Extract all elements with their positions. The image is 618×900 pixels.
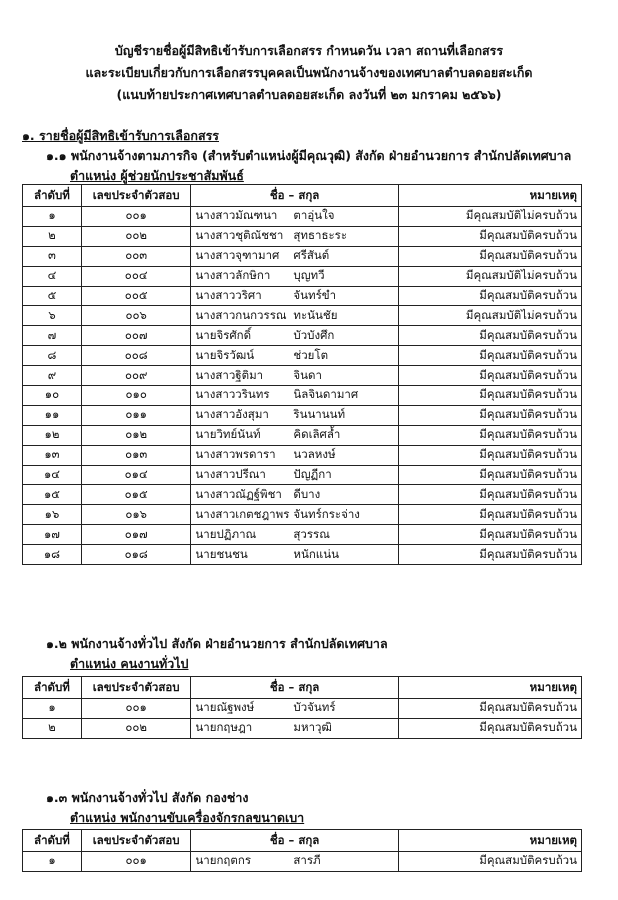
- exam-number-cell: ๐๐๑: [81, 852, 190, 872]
- remark-cell: มีคุณสมบัติไม่ครบถ้วน: [398, 266, 581, 286]
- order-cell: ๑๘: [23, 545, 82, 565]
- column-header-remark: หมายเหตุ: [398, 830, 581, 852]
- first-name: นางสาวชุติณัชชา: [195, 228, 284, 243]
- name-cell: [191, 699, 398, 719]
- last-name: จินดา: [293, 367, 322, 382]
- exam-number-cell: ๐๐๕: [81, 286, 190, 306]
- group-1-heading: ๑.๑ พนักงานจ้างตามภารกิจ (สำหรับตำแหน่งผู้มีคุณวุฒิ) สังกัด ฝ่ายอำนวยการ สำนักปลัดเทศบาล: [46, 148, 572, 163]
- exam-number-cell: ๐๑๓: [81, 445, 190, 465]
- order-cell: ๑๕: [23, 485, 82, 505]
- last-name: สารภี: [293, 853, 321, 868]
- order-cell: ๗: [23, 326, 82, 346]
- exam-number-cell: ๐๐๒: [81, 718, 190, 738]
- header-line-3: (แนบท้ายประกาศเทศบาลตำบลดอยสะเก็ด ลงวันที่ ๒๓ มกราคม ๒๕๖๖): [116, 87, 502, 102]
- last-name: สุทธาธะระ: [293, 228, 348, 243]
- remark-cell: มีคุณสมบัติครบถ้วน: [398, 366, 581, 386]
- exam-number-cell: ๐๑๗: [81, 525, 190, 545]
- table-row: [23, 366, 582, 386]
- name-cell: [191, 286, 398, 306]
- remark-cell: มีคุณสมบัติครบถ้วน: [398, 326, 581, 346]
- remark-cell: มีคุณสมบัติครบถ้วน: [398, 485, 581, 505]
- last-name: ช่วยโต: [293, 347, 329, 362]
- exam-number-cell: ๐๑๔: [81, 465, 190, 485]
- name-cell: [191, 425, 398, 445]
- last-name: บัวบังศึก: [293, 327, 335, 342]
- table-row: [23, 405, 582, 425]
- first-name: นางสาววรินทร: [195, 387, 270, 402]
- column-header-name: ชื่อ – สกุล: [191, 185, 398, 207]
- order-cell: ๑๗: [23, 525, 82, 545]
- first-name: นางสาวกนกวรรณ: [195, 307, 287, 322]
- exam-number-cell: ๐๑๕: [81, 485, 190, 505]
- last-name: ศรีสันต์: [293, 248, 330, 263]
- remark-cell: มีคุณสมบัติครบถ้วน: [398, 465, 581, 485]
- order-cell: ๑: [23, 852, 82, 872]
- order-cell: ๕: [23, 286, 82, 306]
- remark-cell: มีคุณสมบัติครบถ้วน: [398, 545, 581, 565]
- column-header-order: ลำดับที่: [23, 830, 82, 852]
- order-cell: ๓: [23, 246, 82, 266]
- name-cell: [191, 545, 398, 565]
- table-row: [23, 286, 582, 306]
- first-name: นายกฤตกร: [195, 853, 251, 868]
- name-cell: [191, 246, 398, 266]
- name-cell: [191, 525, 398, 545]
- header-line-2: และระเบียบเกี่ยวกับการเลือกสรรบุคคลเป็นพนักงานจ้างของเทศบาลตำบลดอยสะเก็ด: [85, 65, 533, 80]
- group-2-position: ตำแหน่ง คนงานทั่วไป: [70, 656, 189, 671]
- section-1-title: ๑. รายชื่อผู้มีสิทธิเข้ารับการเลือกสรร: [22, 128, 219, 143]
- column-header-order: ลำดับที่: [23, 185, 82, 207]
- remark-cell: มีคุณสมบัติครบถ้วน: [398, 505, 581, 525]
- remark-cell: มีคุณสมบัติครบถ้วน: [398, 425, 581, 445]
- name-cell: [191, 366, 398, 386]
- table-row: [23, 465, 582, 485]
- last-name: ทะนันชัย: [293, 307, 338, 322]
- exam-number-cell: ๐๐๑: [81, 207, 190, 227]
- name-cell: [191, 852, 398, 872]
- candidates-table-1: [22, 184, 582, 565]
- remark-cell: มีคุณสมบัติครบถ้วน: [398, 852, 581, 872]
- table-row: [23, 266, 582, 286]
- table-row: [23, 485, 582, 505]
- exam-number-cell: ๐๐๔: [81, 266, 190, 286]
- order-cell: ๑๖: [23, 505, 82, 525]
- column-header-remark: หมายเหตุ: [398, 677, 581, 699]
- exam-number-cell: ๐๑๒: [81, 425, 190, 445]
- table-row: [23, 386, 582, 406]
- candidates-table-3: [22, 829, 582, 872]
- first-name: นางสาวจุฑามาศ: [195, 248, 280, 263]
- name-cell: [191, 306, 398, 326]
- table-row: [23, 699, 582, 719]
- order-cell: ๑๔: [23, 465, 82, 485]
- name-cell: [191, 226, 398, 246]
- table-row: [23, 445, 582, 465]
- column-header-exam-no: เลขประจำตัวสอบ: [81, 677, 190, 699]
- last-name: จันทร์ขำ: [293, 288, 337, 302]
- document-header: [0, 40, 618, 106]
- exam-number-cell: ๐๑๖: [81, 505, 190, 525]
- column-header-exam-no: เลขประจำตัวสอบ: [81, 185, 190, 207]
- name-cell: [191, 445, 398, 465]
- last-name: รินนานนท์: [293, 407, 346, 422]
- exam-number-cell: ๐๐๒: [81, 226, 190, 246]
- remark-cell: มีคุณสมบัติครบถ้วน: [398, 718, 581, 738]
- remark-cell: มีคุณสมบัติครบถ้วน: [398, 525, 581, 545]
- first-name: นางสาวณัฏฐ์พิชา: [195, 486, 282, 501]
- remark-cell: มีคุณสมบัติครบถ้วน: [398, 286, 581, 306]
- table-row: [23, 207, 582, 227]
- exam-number-cell: ๐๐๖: [81, 306, 190, 326]
- name-cell: [191, 386, 398, 406]
- first-name: นางสาวมัณฑนา: [195, 208, 278, 223]
- table-row: [23, 425, 582, 445]
- table-row: [23, 346, 582, 366]
- remark-cell: มีคุณสมบัติไม่ครบถ้วน: [398, 207, 581, 227]
- order-cell: ๑๓: [23, 445, 82, 465]
- name-cell: [191, 266, 398, 286]
- group-2-heading: ๑.๒ พนักงานจ้างทั่วไป สังกัด ฝ่ายอำนวยการ สำนักปลัดเทศบาล: [46, 636, 388, 651]
- last-name: ปัญฏีกา: [293, 467, 332, 482]
- order-cell: ๑: [23, 207, 82, 227]
- first-name: นายวิทย์นันท์: [195, 427, 261, 442]
- order-cell: ๑๒: [23, 425, 82, 445]
- last-name: คิดเลิศล้ำ: [293, 427, 341, 442]
- table-row: [23, 326, 582, 346]
- last-name: สุวรรณ: [293, 526, 330, 541]
- order-cell: ๑๐: [23, 386, 82, 406]
- first-name: นายกฤษฎา: [195, 720, 253, 735]
- first-name: นางสาววริศา: [195, 288, 262, 302]
- first-name: นายจิรศักดิ์: [195, 327, 252, 342]
- last-name: บัวจันทร์: [293, 700, 336, 715]
- table-header-row: [23, 677, 582, 699]
- remark-cell: มีคุณสมบัติไม่ครบถ้วน: [398, 306, 581, 326]
- group-1-position: ตำแหน่ง ผู้ช่วยนักประชาสัมพันธ์: [70, 168, 244, 183]
- remark-cell: มีคุณสมบัติครบถ้วน: [398, 699, 581, 719]
- exam-number-cell: ๐๐๙: [81, 366, 190, 386]
- first-name: นายชนชน: [195, 546, 248, 561]
- last-name: ตาอุ่นใจ: [293, 208, 335, 223]
- table-header-row: [23, 185, 582, 207]
- name-cell: [191, 485, 398, 505]
- exam-number-cell: ๐๐๑: [81, 699, 190, 719]
- last-name: มหาวุฒิ: [293, 720, 332, 735]
- order-cell: ๑๑: [23, 405, 82, 425]
- table-row: [23, 505, 582, 525]
- order-cell: ๘: [23, 346, 82, 366]
- order-cell: ๒: [23, 226, 82, 246]
- name-cell: [191, 326, 398, 346]
- remark-cell: มีคุณสมบัติครบถ้วน: [398, 386, 581, 406]
- order-cell: ๑: [23, 699, 82, 719]
- name-cell: [191, 465, 398, 485]
- remark-cell: มีคุณสมบัติครบถ้วน: [398, 246, 581, 266]
- first-name: นางสาวอังสุมา: [195, 407, 269, 422]
- exam-number-cell: ๐๐๓: [81, 246, 190, 266]
- remark-cell: มีคุณสมบัติครบถ้วน: [398, 445, 581, 465]
- name-cell: [191, 505, 398, 525]
- table-row: [23, 246, 582, 266]
- table-row: [23, 545, 582, 565]
- name-cell: [191, 346, 398, 366]
- name-cell: [191, 207, 398, 227]
- name-cell: [191, 718, 398, 738]
- last-name: หนักแน่น: [293, 546, 339, 561]
- first-name: นางสาวเกตชฎาพร: [195, 506, 290, 521]
- remark-cell: มีคุณสมบัติครบถ้วน: [398, 226, 581, 246]
- first-name: นางสาวปรีณา: [195, 467, 266, 482]
- column-header-order: ลำดับที่: [23, 677, 82, 699]
- column-header-exam-no: เลขประจำตัวสอบ: [81, 830, 190, 852]
- table-row: [23, 306, 582, 326]
- last-name: นวลหงษ์: [293, 447, 336, 462]
- last-name: จันทร์กระจ่าง: [293, 506, 360, 521]
- name-cell: [191, 405, 398, 425]
- last-name: ดีบาง: [293, 486, 321, 501]
- column-header-name: ชื่อ – สกุล: [191, 830, 398, 852]
- last-name: บุญทวี: [293, 268, 325, 283]
- order-cell: ๔: [23, 266, 82, 286]
- order-cell: ๙: [23, 366, 82, 386]
- exam-number-cell: ๐๐๘: [81, 346, 190, 366]
- first-name: นายณัฐพงษ์: [195, 700, 255, 715]
- first-name: นายปฏิภาณ: [195, 526, 257, 541]
- header-line-1: บัญชีรายชื่อผู้มีสิทธิเข้ารับการเลือกสรร กำหนดวัน เวลา สถานที่เลือกสรร: [114, 43, 504, 58]
- group-3-position: ตำแหน่ง พนักงานขับเครื่องจักรกลขนาดเบา: [70, 810, 305, 825]
- exam-number-cell: ๐๑๘: [81, 545, 190, 565]
- exam-number-cell: ๐๑๐: [81, 386, 190, 406]
- remark-cell: มีคุณสมบัติครบถ้วน: [398, 405, 581, 425]
- column-header-name: ชื่อ – สกุล: [191, 677, 398, 699]
- last-name: นิลจินดามาศ: [293, 387, 359, 402]
- table-row: [23, 852, 582, 872]
- remark-cell: มีคุณสมบัติครบถ้วน: [398, 346, 581, 366]
- table-header-row: [23, 830, 582, 852]
- first-name: นางสาวฐิติมา: [195, 367, 264, 382]
- group-3-heading: ๑.๓ พนักงานจ้างทั่วไป สังกัด กองช่าง: [46, 790, 249, 805]
- order-cell: ๒: [23, 718, 82, 738]
- candidates-table-2: [22, 676, 582, 739]
- exam-number-cell: ๐๑๑: [81, 405, 190, 425]
- order-cell: ๖: [23, 306, 82, 326]
- column-header-remark: หมายเหตุ: [398, 185, 581, 207]
- table-row: [23, 226, 582, 246]
- exam-number-cell: ๐๐๗: [81, 326, 190, 346]
- first-name: นายจิรวัฒน์: [195, 347, 255, 362]
- first-name: นางสาวพรดารา: [195, 447, 276, 462]
- table-row: [23, 718, 582, 738]
- table-row: [23, 525, 582, 545]
- first-name: นางสาวลักษิกา: [195, 268, 271, 283]
